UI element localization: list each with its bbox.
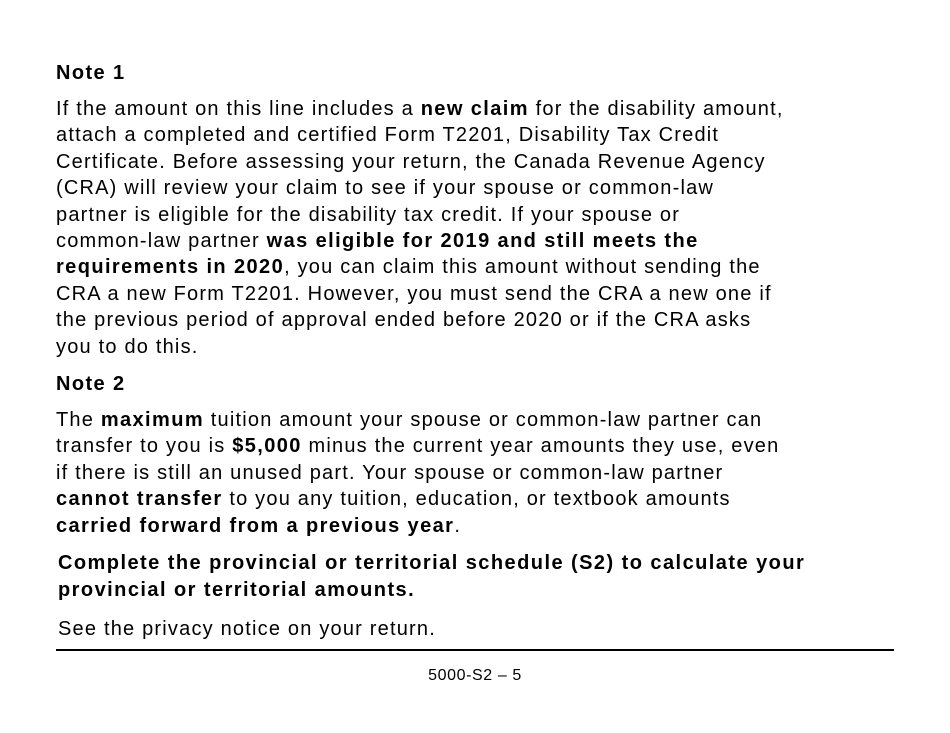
- note-2-paragraph: [56, 407, 896, 539]
- note-1-line: requirements in 2020, you can claim this amount without sending the: [56, 256, 761, 279]
- emphasis-amount: $5,000: [232, 435, 302, 458]
- note-1-line: (CRA) will review your claim to see if your spouse or common-law: [56, 177, 715, 200]
- note-1-heading: Note 1: [56, 62, 126, 84]
- note-2-line: cannot transfer to you any tuition, education, or textbook amounts: [56, 488, 731, 511]
- emphasis-maximum: maximum: [100, 409, 204, 432]
- note-1-line: Certificate. Before assessing your return, the Canada Revenue Agency: [56, 150, 766, 173]
- note-2-line: transfer to you is $5,000 minus the current year amounts they use, even: [56, 435, 780, 458]
- note-1-line: the previous period of approval ended before 2020 or if the CRA asks: [56, 309, 752, 332]
- footer-divider: [56, 649, 894, 651]
- note-2-line: if there is still an unused part. Your spouse or common-law partner: [56, 461, 724, 484]
- provincial-schedule-instruction: Complete the provincial or territorial schedule (S2) to calculate your provincial or territorial amounts.: [58, 552, 806, 601]
- emphasis-new-claim: new claim: [420, 98, 529, 120]
- note-2-line: The maximum tuition amount your spouse or common-law partner can: [56, 409, 763, 432]
- note-1-line: partner is eligible for the disability tax credit. If your spouse or: [56, 203, 681, 226]
- page-number: 5000-S2 – 5: [428, 667, 522, 684]
- emphasis-carried-forward: carried forward from a previous year: [56, 514, 455, 537]
- privacy-notice: See the privacy notice on your return.: [58, 617, 437, 640]
- emphasis-cannot-transfer: cannot transfer: [56, 488, 223, 511]
- note-2-line: carried forward from a previous year.: [56, 514, 462, 537]
- note-1-line: attach a completed and certified Form T2201, Disability Tax Credit: [56, 124, 720, 147]
- note-1-paragraph: [56, 96, 896, 360]
- note-1-line: common-law partner was eligible for 2019 and still meets the: [56, 230, 699, 253]
- note-1-line: you to do this.: [56, 335, 199, 358]
- emphasis-requirements-2020: requirements in 2020: [56, 256, 285, 279]
- document-page: [56, 60, 896, 642]
- note-1-line: CRA a new Form T2201. However, you must send the CRA a new one if: [56, 282, 772, 305]
- note-2-heading: Note 2: [56, 373, 126, 396]
- note-1-line: If the amount on this line includes a new claim for the disability amount,: [56, 98, 784, 120]
- emphasis-eligible-2019: was eligible for 2019 and still meets the: [266, 230, 699, 253]
